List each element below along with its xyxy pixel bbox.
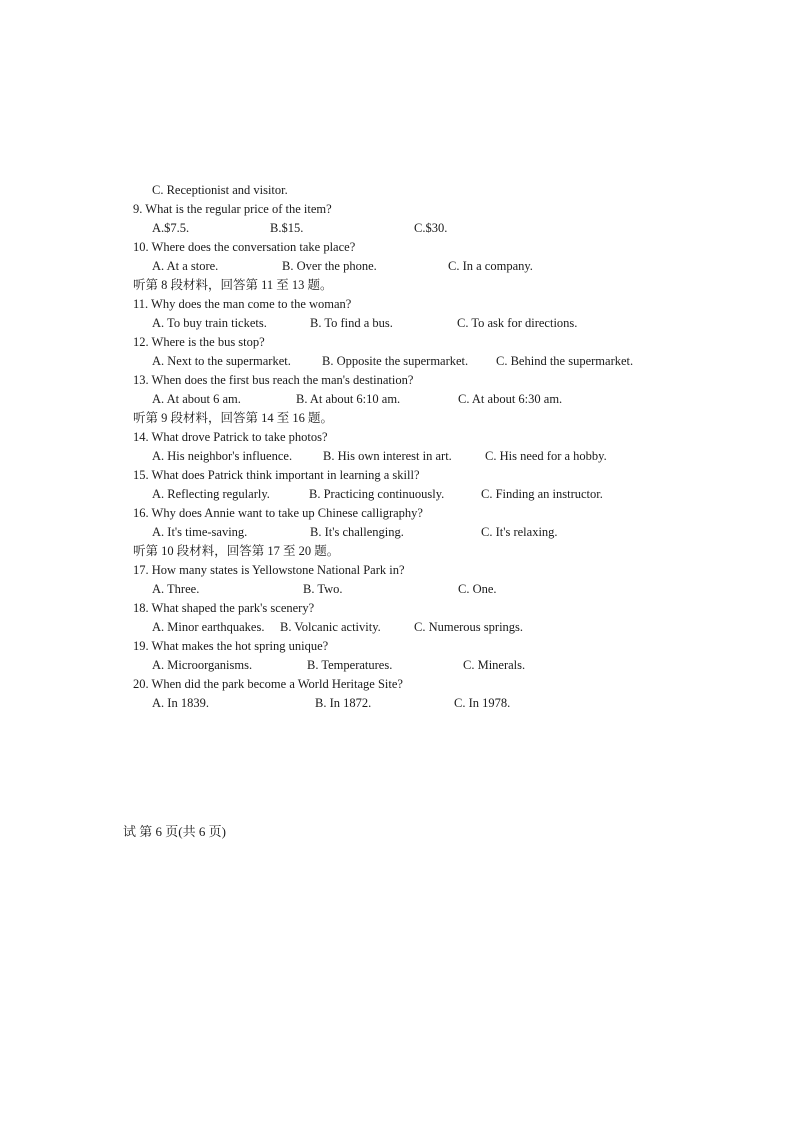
question-text: 19. What makes the hot spring unique? xyxy=(133,639,329,653)
answer-option: B. His own interest in art. xyxy=(323,449,452,463)
question-text: 16. Why does Annie want to take up Chinese calligraphy? xyxy=(133,506,423,520)
answer-option: A. Three. xyxy=(152,582,200,596)
answer-option: B. In 1872. xyxy=(315,696,372,710)
question-text: 14. What drove Patrick to take photos? xyxy=(133,430,328,444)
question-text: 20. When did the park become a World Heritage Site? xyxy=(133,677,403,691)
answer-option: C. Numerous springs. xyxy=(414,620,524,634)
question-text: 17. How many states is Yellowstone National Park in? xyxy=(133,563,405,577)
answer-option: A. To buy train tickets. xyxy=(152,316,267,330)
answer-option: C. At about 6:30 am. xyxy=(458,392,563,406)
answer-option: A. Next to the supermarket. xyxy=(152,354,291,368)
answer-option: A. In 1839. xyxy=(152,696,209,710)
section-instruction: 听第 8 段材料，回答第 11 至 13 题。 xyxy=(133,278,333,292)
page-footer: 试 第 6 页(共 6 页) xyxy=(123,824,226,839)
section-instruction: 听第 9 段材料，回答第 14 至 16 题。 xyxy=(133,411,334,425)
answer-option: A. Minor earthquakes. xyxy=(152,620,265,634)
answer-option: B. Volcanic activity. xyxy=(280,620,381,634)
answer-option: C. Finding an instructor. xyxy=(481,487,603,501)
question-text: 9. What is the regular price of the item? xyxy=(133,202,332,216)
answer-option: C. To ask for directions. xyxy=(457,316,578,330)
answer-option: A. Reflecting regularly. xyxy=(152,487,270,501)
question-text: 11. Why does the man come to the woman? xyxy=(133,297,352,311)
answer-option: A. At a store. xyxy=(152,259,219,273)
option-text: C. Receptionist and visitor. xyxy=(152,183,288,197)
answer-option: B. To find a bus. xyxy=(310,316,393,330)
answer-option: B. Over the phone. xyxy=(282,259,377,273)
answer-option: A. Microorganisms. xyxy=(152,658,253,672)
answer-option: B. Practicing continuously. xyxy=(309,487,445,501)
answer-option: B. At about 6:10 am. xyxy=(296,392,401,406)
answer-option: C. Behind the supermarket. xyxy=(496,354,634,368)
answer-option: C. Minerals. xyxy=(463,658,526,672)
section-instruction: 听第 10 段材料，回答第 17 至 20 题。 xyxy=(133,544,340,558)
answer-option: C. In 1978. xyxy=(454,696,511,710)
question-text: 18. What shaped the park's scenery? xyxy=(133,601,315,615)
answer-option: C. In a company. xyxy=(448,259,533,273)
answer-option: A. At about 6 am. xyxy=(152,392,241,406)
answer-option: B.$15. xyxy=(270,221,304,235)
answer-option: C.$30. xyxy=(414,221,448,235)
question-text: 12. Where is the bus stop? xyxy=(133,335,265,349)
answer-option: A. His neighbor's influence. xyxy=(152,449,293,463)
answer-option: C. It's relaxing. xyxy=(481,525,558,539)
answer-option: B. Opposite the supermarket. xyxy=(322,354,469,368)
answer-option: B. It's challenging. xyxy=(310,525,404,539)
answer-option: B. Two. xyxy=(303,582,343,596)
answer-option: A. It's time-saving. xyxy=(152,525,248,539)
answer-option: C. His need for a hobby. xyxy=(485,449,607,463)
question-text: 13. When does the first bus reach the man's destination? xyxy=(133,373,414,387)
answer-option: C. One. xyxy=(458,582,497,596)
answer-option: A.$7.5. xyxy=(152,221,190,235)
question-text: 10. Where does the conversation take place? xyxy=(133,240,356,254)
answer-option: B. Temperatures. xyxy=(307,658,393,672)
question-text: 15. What does Patrick think important in learning a skill? xyxy=(133,468,420,482)
